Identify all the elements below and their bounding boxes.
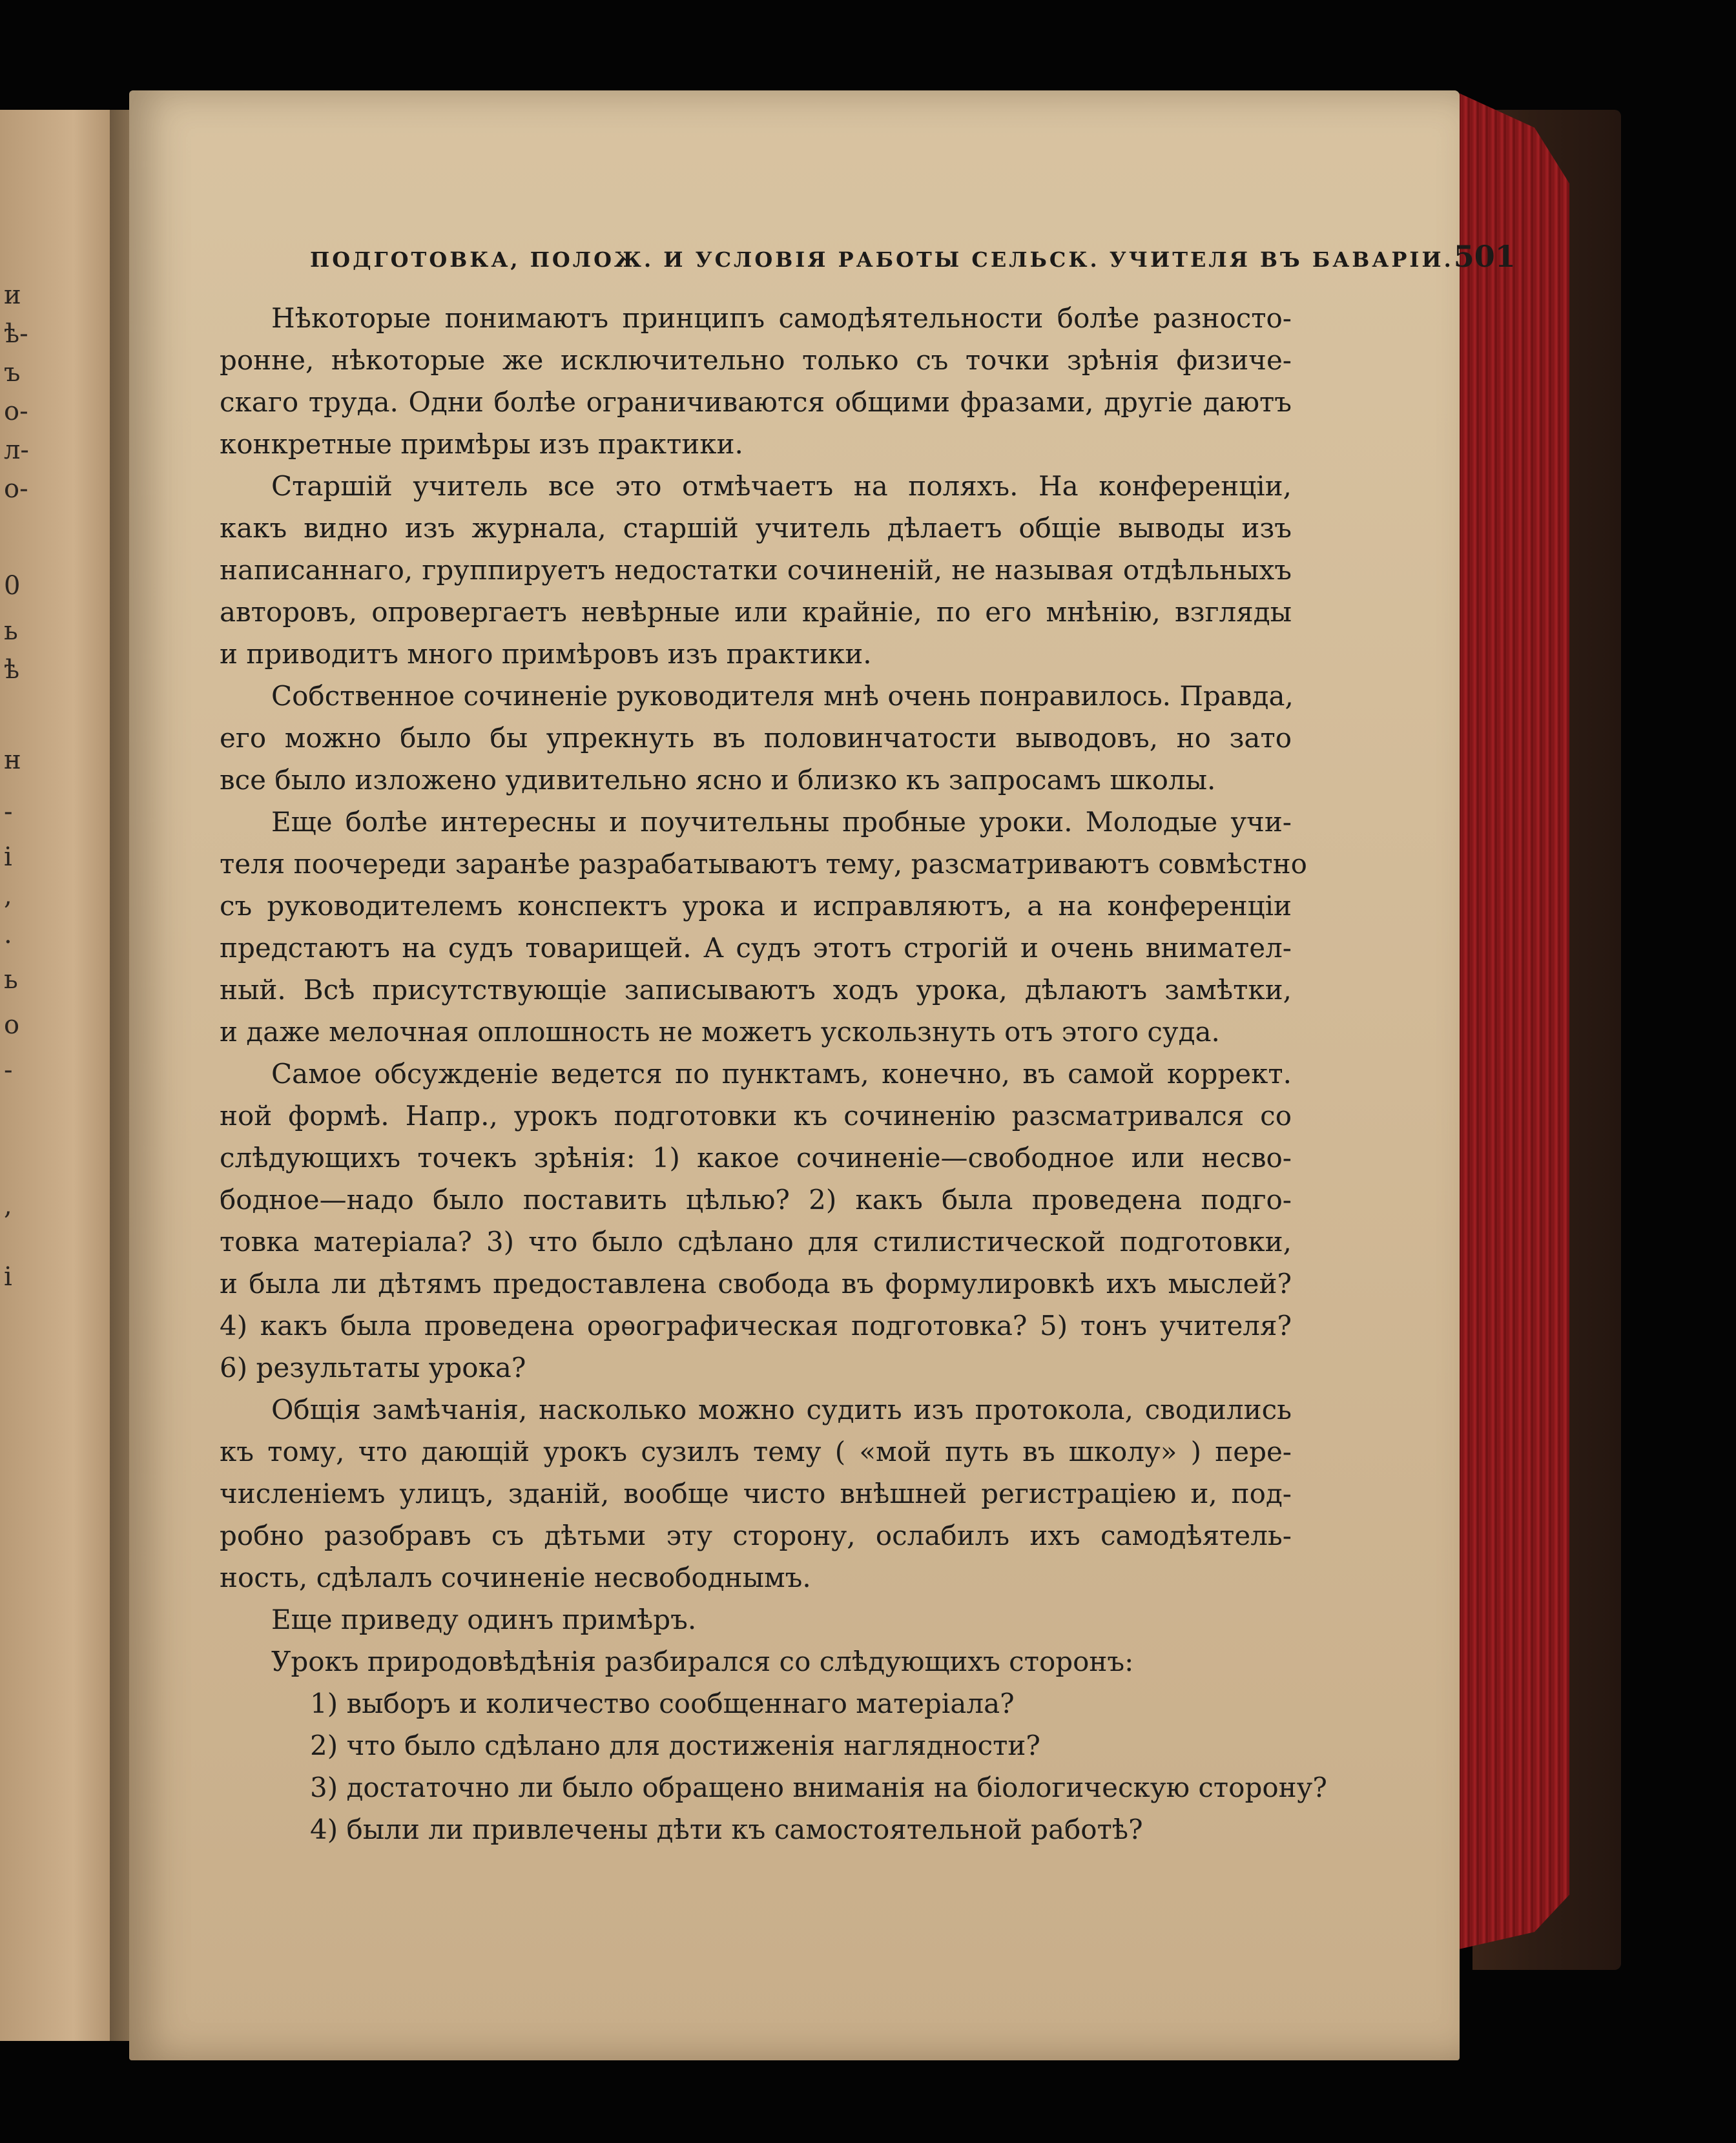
left-page-fragment: 0 (4, 571, 21, 601)
text-line: предстаютъ на судъ товарищей. А судъ этотъ строгій и очень внимател- (220, 932, 1292, 964)
running-title: ПОДГОТОВКА, ПОЛОЖ. И УСЛОВІЯ РАБОТЫ СЕЛЬСК. УЧИТЕЛЯ ВЪ БАВАРІИ. (310, 247, 1454, 272)
text-line: ной формѣ. Напр., урокъ подготовки къ сочиненію разсматривался со (220, 1100, 1292, 1132)
paragraph (220, 675, 1292, 801)
left-page-fragment: и (4, 280, 21, 310)
left-page-fragment: , (4, 881, 12, 911)
paragraph (220, 1053, 1292, 1389)
text-line: ный. Всѣ присутствующіе записываютъ ходъ урока, дѣлаютъ замѣтки, (220, 974, 1292, 1006)
text-line: ронне, нѣкоторые же исключительно только съ точки зрѣнія физиче- (220, 344, 1292, 376)
text-line: Собственное сочиненіе руководителя мнѣ очень понравилось. Правда, (271, 680, 1294, 712)
paragraph (220, 1389, 1292, 1599)
left-page-fragment: і (4, 1262, 12, 1292)
left-page-fragment: - (4, 797, 13, 827)
text-line: Еще болѣе интересны и поучительны пробные уроки. Молодые учи- (271, 806, 1292, 838)
page-edges (1453, 90, 1569, 1951)
left-page-fragment: , (4, 1191, 12, 1221)
text-line: написаннаго, группируетъ недостатки сочиненій, не называя отдѣльныхъ (220, 554, 1292, 586)
text-line: Самое обсужденіе ведется по пунктамъ, конечно, въ самой коррект. (271, 1058, 1292, 1090)
text-line: и даже мелочная оплошность не можетъ ускользнуть отъ этого суда. (220, 1016, 1220, 1048)
left-page-fragment: о (4, 1010, 20, 1040)
list-item: 4) были ли привлечены дѣти къ самостоятельной работѣ? (310, 1814, 1143, 1845)
text-line: ность, сдѣлалъ сочиненіе несвободнымъ. (220, 1562, 811, 1593)
text-line: все было изложено удивительно ясно и близко къ запросамъ школы. (220, 764, 1216, 796)
left-page-fragment: ѣ- (4, 319, 28, 349)
left-page-fragment: і (4, 842, 12, 872)
text-line: 4) какъ была проведена орѳографическая подготовка? 5) тонъ учителя? (220, 1310, 1292, 1341)
text-line: и была ли дѣтямъ предоставлена свобода въ формулировкѣ ихъ мыслей? (220, 1268, 1292, 1299)
right-page (129, 90, 1516, 2060)
text-line: Общія замѣчанія, насколько можно судить изъ протокола, сводились (271, 1394, 1292, 1425)
left-page-fragments (0, 110, 29, 2041)
paragraph (220, 297, 1292, 465)
left-page-fragment: л- (4, 435, 29, 465)
text-line: какъ видно изъ журнала, старшій учитель дѣлаетъ общіе выводы изъ (220, 512, 1292, 544)
running-head (310, 239, 1516, 284)
left-page-fragment: ѣ (4, 655, 20, 685)
list-item: 1) выборъ и количество сообщеннаго матеріала? (310, 1688, 1015, 1719)
body-text (220, 297, 1327, 1850)
text-line: Урокъ природовѣдѣнія разбирался со слѣдующихъ сторонъ: (271, 1646, 1134, 1677)
left-page-fragment: . (4, 920, 12, 949)
left-page-fragment: о- (4, 397, 28, 426)
text-line: конкретные примѣры изъ практики. (220, 428, 743, 460)
text-line: скаго труда. Одни болѣе ограничиваются общими фразами, другіе даютъ (220, 386, 1292, 418)
text-line: Нѣкоторые понимаютъ принципъ самодѣятельности болѣе разносто- (271, 302, 1292, 334)
text-line: Еще приведу одинъ примѣръ. (271, 1604, 697, 1635)
left-page-fragment: н (4, 745, 21, 775)
left-page-fragment: ь (4, 965, 18, 995)
list-item: 2) что было сдѣлано для достиженія наглядности? (310, 1730, 1040, 1761)
text-line: бодное—надо было поставить цѣлью? 2) какъ была проведена подго- (220, 1184, 1292, 1216)
left-page-fragment: - (4, 1055, 13, 1085)
text-line: товка матеріала? 3) что было сдѣлано для стилистической подготовки, (220, 1226, 1292, 1258)
text-line: Старшій учитель все это отмѣчаетъ на поляхъ. На конференціи, (271, 470, 1292, 502)
left-page-fragment: ь (4, 616, 18, 646)
text-line: съ руководителемъ конспектъ урока и исправляютъ, а на конференціи (220, 890, 1292, 922)
list-item: 3) достаточно ли было обращено вниманія на біологическую сторону? (310, 1772, 1327, 1803)
question-list (220, 1682, 1327, 1850)
text-line: къ тому, что дающій урокъ сузилъ тему ( «мой путь въ школу» ) пере- (220, 1436, 1292, 1467)
left-page-fragment: ъ (4, 358, 21, 388)
paragraph (220, 801, 1307, 1053)
page-number: 501 (1453, 239, 1516, 274)
paragraph (220, 1599, 1292, 1641)
paragraph (220, 465, 1292, 675)
text-line: авторовъ, опровергаетъ невѣрные или крайніе, по его мнѣнію, взгляды (220, 596, 1292, 628)
paragraph (220, 1641, 1292, 1682)
text-line: численіемъ улицъ, зданій, вообще чисто внѣшней регистраціею и, под- (220, 1478, 1292, 1509)
left-page-fragment: о- (4, 474, 28, 504)
text-line: теля поочереди заранѣе разрабатываютъ тему, разсматриваютъ совмѣстно (220, 848, 1307, 880)
text-line: 6) результаты урока? (220, 1352, 526, 1383)
text-line: и приводитъ много примѣровъ изъ практики. (220, 638, 872, 670)
text-line: робно разобравъ съ дѣтьми эту сторону, ослабилъ ихъ самодѣятель- (220, 1520, 1292, 1551)
text-line: слѣдующихъ точекъ зрѣнія: 1) какое сочиненіе—свободное или несво- (220, 1142, 1292, 1174)
text-line: его можно было бы упрекнуть въ половинчатости выводовъ, но зато (220, 722, 1292, 754)
left-page (0, 110, 123, 2041)
